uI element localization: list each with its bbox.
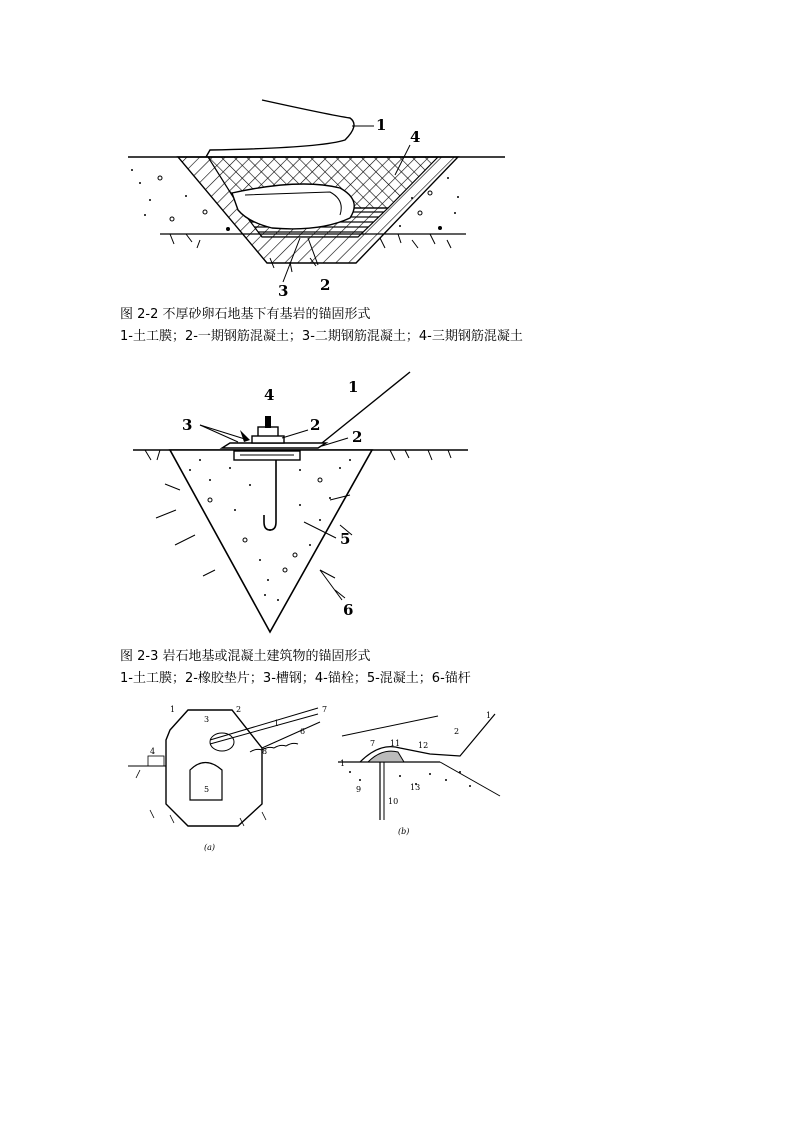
subfigure-label-b: (b) [398, 827, 410, 836]
figure-2-3-diagram [0, 360, 794, 645]
label-b-13: 13 [410, 783, 421, 792]
label-4: 4 [264, 386, 275, 404]
label-b-1: 1 [340, 759, 346, 768]
label-3: 3 [182, 416, 193, 434]
label-a-3: 3 [204, 715, 210, 724]
label-b-11: 11 [390, 739, 401, 748]
label-a-5: 5 [204, 785, 210, 794]
label-b-12: 12 [418, 741, 429, 750]
figure-2-3-caption-legend: 1-土工膜；2-橡胶垫片；3-槽钢；4-锚栓；5-混凝土；6-锚杆 [120, 671, 471, 686]
label-2: 2 [320, 276, 331, 294]
label-2a: 2 [310, 416, 321, 434]
label-4: 4 [410, 128, 421, 146]
label-a-4: 4 [150, 747, 156, 756]
label-a-7: 7 [322, 705, 328, 714]
label-1: 1 [348, 378, 359, 396]
label-b-10: 10 [388, 797, 399, 806]
label-5: 5 [340, 530, 351, 548]
label-b-2: 2 [454, 727, 460, 736]
label-a-1b: 1 [274, 719, 280, 728]
label-a-2: 2 [236, 705, 242, 714]
label-3: 3 [278, 282, 289, 300]
label-a-8: 8 [262, 747, 268, 756]
label-a-1: 1 [170, 705, 176, 714]
label-b-7: 7 [370, 739, 376, 748]
label-1: 1 [376, 116, 387, 134]
label-b-9: 9 [356, 785, 362, 794]
label-a-6: 6 [300, 727, 306, 736]
subfigure-label-a: (a) [204, 843, 216, 852]
figure-2-2-caption-title: 图 2-2 不厚砂卵石地基下有基岩的锚固形式 [120, 307, 371, 322]
label-b-1b: 1 [486, 711, 492, 720]
figure-2-2-diagram [0, 0, 794, 305]
figure-bottom-diagram [0, 700, 794, 860]
label-6: 6 [343, 601, 354, 619]
label-2b: 2 [352, 428, 363, 446]
figure-2-3-caption-title: 图 2-3 岩石地基或混凝土建筑物的锚固形式 [120, 649, 371, 664]
figure-2-2-caption-legend: 1-土工膜；2-一期钢筋混凝土；3-二期钢筋混凝土；4-三期钢筋混凝土 [120, 329, 523, 344]
